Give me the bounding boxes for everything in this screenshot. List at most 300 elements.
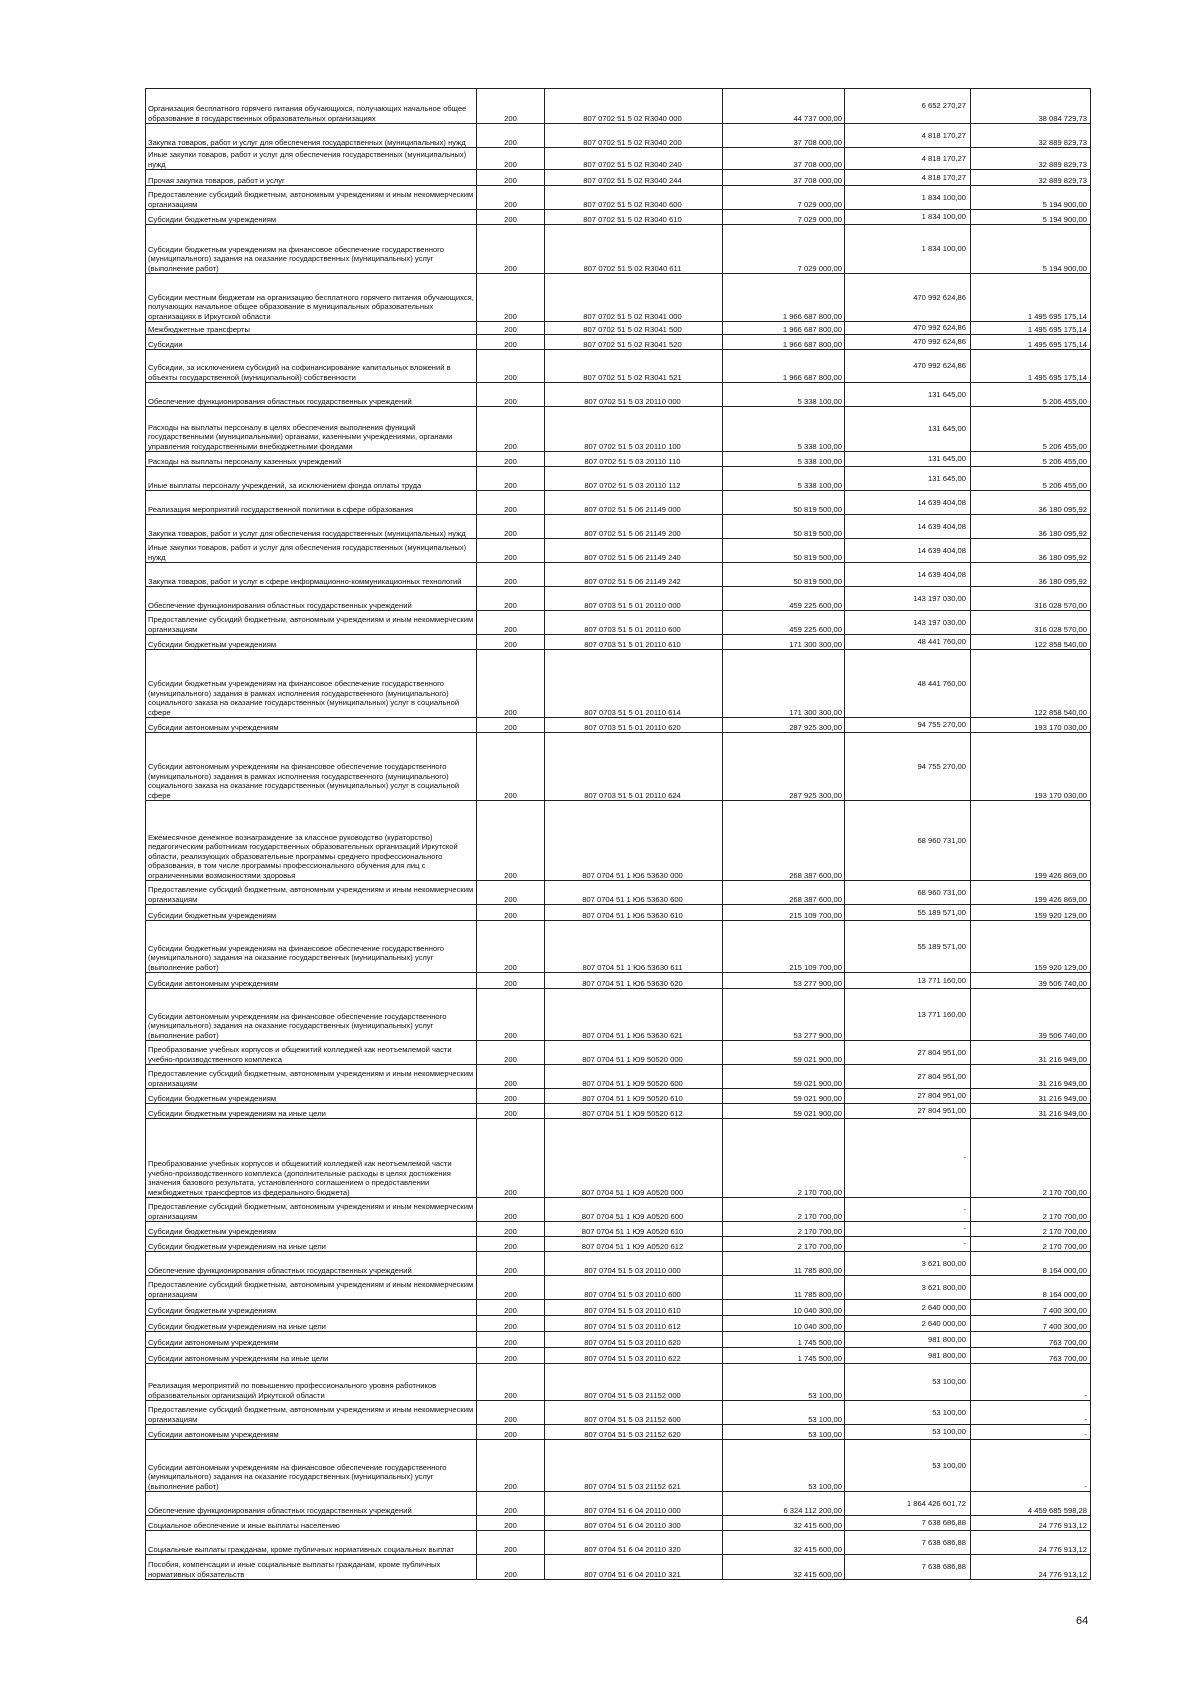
- row-remaining-amount: 159 920 129,00: [971, 921, 1091, 973]
- row-remaining-amount: 5 194 900,00: [971, 186, 1091, 210]
- row-approved-amount: 10 040 300,00: [723, 1300, 845, 1316]
- row-remaining-amount: 38 084 729,73: [971, 89, 1091, 124]
- row-executed-amount: 68 960 731,00: [845, 881, 971, 905]
- row-remaining-amount: 36 180 095,92: [971, 491, 1091, 515]
- row-code: 200: [477, 89, 545, 124]
- row-name: Предоставление субсидий бюджетным, автономным учреждениям и иным некоммерческим организациям: [146, 1276, 477, 1300]
- row-remaining-amount: 8 164 000,00: [971, 1252, 1091, 1276]
- row-approved-amount: 53 100,00: [723, 1401, 845, 1425]
- row-code: 200: [477, 801, 545, 881]
- row-code: 200: [477, 1065, 545, 1089]
- table-row: [146, 383, 1091, 407]
- row-code: 200: [477, 1119, 545, 1198]
- row-approved-amount: 53 100,00: [723, 1440, 845, 1492]
- row-name: Предоставление субсидий бюджетным, автономным учреждениям и иным некоммерческим организациям: [146, 881, 477, 905]
- row-approved-amount: 1 966 687 800,00: [723, 335, 845, 350]
- row-executed-amount: 53 100,00: [845, 1425, 971, 1440]
- row-approved-amount: 171 300 300,00: [723, 650, 845, 718]
- row-executed-amount: 981 800,00: [845, 1348, 971, 1364]
- row-code: 200: [477, 905, 545, 921]
- row-name: Субсидии бюджетным учреждениям на иные цели: [146, 1316, 477, 1332]
- row-name: Субсидии бюджетным учреждениям на финансовое обеспечение государственного (муниципального) задания в рамках исполнения государственного (муниципального) социального заказа на оказание государственных (муниципальных) услуг в социальной сфере: [146, 650, 477, 718]
- row-remaining-amount: 122 858 540,00: [971, 635, 1091, 650]
- row-csr-code: 807 0704 51 1 Ю6 53630 621: [545, 989, 723, 1041]
- row-name: Предоставление субсидий бюджетным, автономным учреждениям и иным некоммерческим организациям: [146, 1065, 477, 1089]
- row-csr-code: 807 0702 51 5 02 R3041 521: [545, 350, 723, 383]
- row-remaining-amount: 2 170 700,00: [971, 1119, 1091, 1198]
- row-csr-code: 807 0704 51 5 03 20110 000: [545, 1252, 723, 1276]
- table-row: [146, 1401, 1091, 1425]
- row-csr-code: 807 0704 51 5 03 20110 600: [545, 1276, 723, 1300]
- row-approved-amount: 59 021 900,00: [723, 1104, 845, 1119]
- row-name: Прочая закупка товаров, работ и услуг: [146, 170, 477, 186]
- row-approved-amount: 10 040 300,00: [723, 1316, 845, 1332]
- row-name: Субсидии автономным учреждениям: [146, 973, 477, 989]
- row-approved-amount: 5 338 100,00: [723, 383, 845, 407]
- row-approved-amount: 5 338 100,00: [723, 407, 845, 452]
- row-remaining-amount: 31 216 949,00: [971, 1089, 1091, 1104]
- row-csr-code: 807 0704 51 1 Ю9 50520 600: [545, 1065, 723, 1089]
- row-code: 200: [477, 1041, 545, 1065]
- row-csr-code: 807 0704 51 1 Ю9 50520 610: [545, 1089, 723, 1104]
- row-remaining-amount: 4 459 685 598,28: [971, 1492, 1091, 1516]
- row-remaining-amount: 2 170 700,00: [971, 1198, 1091, 1222]
- row-code: 200: [477, 1492, 545, 1516]
- row-executed-amount: 143 197 030,00: [845, 587, 971, 611]
- row-code: 200: [477, 350, 545, 383]
- row-csr-code: 807 0704 51 5 03 20110 622: [545, 1348, 723, 1364]
- row-name: Субсидии бюджетным учреждениям: [146, 1222, 477, 1237]
- row-executed-amount: 27 804 951,00: [845, 1041, 971, 1065]
- row-name: Ежемесячное денежное вознаграждение за классное руководство (кураторство) педагогическим работникам государственных образовательных организаций Иркутской области, реализующих образовательные программы среднего профессионального образования, в том числе программы профессионального обучения для лиц с ограниченными возможностями здоровья: [146, 801, 477, 881]
- row-executed-amount: 53 100,00: [845, 1401, 971, 1425]
- row-approved-amount: 53 277 900,00: [723, 973, 845, 989]
- row-csr-code: 807 0703 51 5 01 20110 614: [545, 650, 723, 718]
- row-executed-amount: 55 189 571,00: [845, 905, 971, 921]
- row-csr-code: 807 0704 51 5 03 20110 610: [545, 1300, 723, 1316]
- row-approved-amount: 53 100,00: [723, 1364, 845, 1401]
- row-executed-amount: 68 960 731,00: [845, 801, 971, 881]
- table-row: [146, 587, 1091, 611]
- table-row: [146, 635, 1091, 650]
- row-name: Закупка товаров, работ и услуг в сфере информационно-коммуникационных технологий: [146, 563, 477, 587]
- row-executed-amount: 94 755 270,00: [845, 718, 971, 733]
- table-row: [146, 491, 1091, 515]
- row-executed-amount: 14 639 404,08: [845, 515, 971, 539]
- row-csr-code: 807 0704 51 1 Ю9 А0520 610: [545, 1222, 723, 1237]
- table-row: [146, 1348, 1091, 1364]
- row-name: Субсидии бюджетным учреждениям: [146, 635, 477, 650]
- row-name: Предоставление субсидий бюджетным, автономным учреждениям и иным некоммерческим организациям: [146, 186, 477, 210]
- row-name: Субсидии бюджетным учреждениям: [146, 210, 477, 225]
- row-remaining-amount: 5 194 900,00: [971, 210, 1091, 225]
- row-code: 200: [477, 170, 545, 186]
- row-name: Обеспечение функционирования областных государственных учреждений: [146, 587, 477, 611]
- table-row: [146, 1516, 1091, 1531]
- row-name: Субсидии бюджетным учреждениям на финансовое обеспечение государственного (муниципального) задания на оказание государственных (муниципальных) услуг (выполнение работ): [146, 921, 477, 973]
- row-remaining-amount: 1 495 695 175,14: [971, 350, 1091, 383]
- row-remaining-amount: 1 495 695 175,14: [971, 335, 1091, 350]
- row-executed-amount: 131 645,00: [845, 467, 971, 491]
- budget-execution-table: [145, 88, 1091, 1580]
- row-remaining-amount: 199 426 869,00: [971, 801, 1091, 881]
- row-name: Субсидии бюджетным учреждениям на иные цели: [146, 1237, 477, 1252]
- row-executed-amount: 94 755 270,00: [845, 733, 971, 801]
- row-code: 200: [477, 335, 545, 350]
- table-row: [146, 1089, 1091, 1104]
- row-approved-amount: 11 785 800,00: [723, 1252, 845, 1276]
- row-remaining-amount: 193 170 030,00: [971, 718, 1091, 733]
- row-remaining-amount: 36 180 095,92: [971, 515, 1091, 539]
- row-approved-amount: 5 338 100,00: [723, 452, 845, 467]
- row-approved-amount: 1 966 687 800,00: [723, 274, 845, 322]
- row-csr-code: 807 0704 51 1 Ю6 53630 600: [545, 881, 723, 905]
- row-code: 200: [477, 1531, 545, 1555]
- row-csr-code: 807 0704 51 5 03 21152 620: [545, 1425, 723, 1440]
- row-approved-amount: 50 819 500,00: [723, 563, 845, 587]
- row-executed-amount: 143 197 030,00: [845, 611, 971, 635]
- row-name: Иные закупки товаров, работ и услуг для обеспечения государственных (муниципальных) нужд: [146, 539, 477, 563]
- row-remaining-amount: 763 700,00: [971, 1348, 1091, 1364]
- row-csr-code: 807 0704 51 1 Ю9 50520 612: [545, 1104, 723, 1119]
- row-csr-code: 807 0703 51 5 01 20110 610: [545, 635, 723, 650]
- row-executed-amount: 7 638 686,88: [845, 1516, 971, 1531]
- row-csr-code: 807 0702 51 5 06 21149 000: [545, 491, 723, 515]
- table-row: [146, 718, 1091, 733]
- row-approved-amount: 7 029 000,00: [723, 210, 845, 225]
- table-row: [146, 515, 1091, 539]
- row-code: 200: [477, 515, 545, 539]
- row-executed-amount: 27 804 951,00: [845, 1065, 971, 1089]
- row-code: 200: [477, 733, 545, 801]
- row-executed-amount: 6 652 270,27: [845, 89, 971, 124]
- row-csr-code: 807 0704 51 1 Ю6 53630 620: [545, 973, 723, 989]
- row-remaining-amount: 316 028 570,00: [971, 587, 1091, 611]
- row-executed-amount: 4 818 170,27: [845, 148, 971, 170]
- row-approved-amount: 6 324 112 200,00: [723, 1492, 845, 1516]
- table-row: [146, 322, 1091, 335]
- row-code: 200: [477, 1401, 545, 1425]
- row-name: Закупка товаров, работ и услуг для обеспечения государственных (муниципальных) нужд: [146, 124, 477, 148]
- row-executed-amount: 2 640 000,00: [845, 1316, 971, 1332]
- row-csr-code: 807 0702 51 5 03 20110 110: [545, 452, 723, 467]
- row-remaining-amount: 5 206 455,00: [971, 467, 1091, 491]
- table-row: [146, 1332, 1091, 1348]
- row-name: Межбюджетные трансферты: [146, 322, 477, 335]
- table-row: [146, 1364, 1091, 1401]
- row-approved-amount: 59 021 900,00: [723, 1065, 845, 1089]
- row-executed-amount: 131 645,00: [845, 452, 971, 467]
- row-csr-code: 807 0703 51 5 01 20110 620: [545, 718, 723, 733]
- row-csr-code: 807 0704 51 1 Ю9 А0520 000: [545, 1119, 723, 1198]
- row-name: Реализация мероприятий государственной политики в сфере образования: [146, 491, 477, 515]
- row-approved-amount: 50 819 500,00: [723, 491, 845, 515]
- row-name: Субсидии бюджетным учреждениям на финансовое обеспечение государственного (муниципального) задания на оказание государственных (муниципальных) услуг (выполнение работ): [146, 225, 477, 274]
- row-code: 200: [477, 1348, 545, 1364]
- row-executed-amount: -: [845, 1198, 971, 1222]
- row-code: 200: [477, 635, 545, 650]
- row-approved-amount: 37 708 000,00: [723, 148, 845, 170]
- row-code: 200: [477, 563, 545, 587]
- row-name: Субсидии автономным учреждениям: [146, 1332, 477, 1348]
- table-row: [146, 1198, 1091, 1222]
- table-row: [146, 973, 1091, 989]
- table-row: [146, 650, 1091, 718]
- row-approved-amount: 37 708 000,00: [723, 124, 845, 148]
- row-executed-amount: 14 639 404,08: [845, 491, 971, 515]
- row-remaining-amount: 1 495 695 175,14: [971, 274, 1091, 322]
- row-executed-amount: 1 864 426 601,72: [845, 1492, 971, 1516]
- table-row: [146, 1222, 1091, 1237]
- row-approved-amount: 1 966 687 800,00: [723, 350, 845, 383]
- row-code: 200: [477, 1198, 545, 1222]
- row-csr-code: 807 0702 51 5 02 R3041 500: [545, 322, 723, 335]
- row-csr-code: 807 0702 51 5 02 R3040 244: [545, 170, 723, 186]
- row-csr-code: 807 0704 51 6 04 20110 321: [545, 1555, 723, 1580]
- row-name: Социальные выплаты гражданам, кроме публичных нормативных социальных выплат: [146, 1531, 477, 1555]
- table-row: [146, 1440, 1091, 1492]
- row-executed-amount: 470 992 624,86: [845, 322, 971, 335]
- row-approved-amount: 215 109 700,00: [723, 921, 845, 973]
- row-remaining-amount: 7 400 300,00: [971, 1316, 1091, 1332]
- row-code: 200: [477, 407, 545, 452]
- row-csr-code: 807 0702 51 5 02 R3040 200: [545, 124, 723, 148]
- row-remaining-amount: 24 776 913,12: [971, 1531, 1091, 1555]
- row-csr-code: 807 0704 51 1 Ю9 А0520 600: [545, 1198, 723, 1222]
- row-executed-amount: 1 834 100,00: [845, 225, 971, 274]
- row-code: 200: [477, 210, 545, 225]
- table-row: [146, 1555, 1091, 1580]
- row-csr-code: 807 0702 51 5 03 20110 112: [545, 467, 723, 491]
- table-row: [146, 452, 1091, 467]
- row-approved-amount: 53 100,00: [723, 1425, 845, 1440]
- row-remaining-amount: 31 216 949,00: [971, 1104, 1091, 1119]
- table-row: [146, 274, 1091, 322]
- table-row: [146, 921, 1091, 973]
- row-name: Преобразование учебных корпусов и общежитий колледжей как неотъемлемой части учебно-производственного комплекса: [146, 1041, 477, 1065]
- table-row: [146, 148, 1091, 170]
- row-code: 200: [477, 383, 545, 407]
- row-approved-amount: 268 387 600,00: [723, 801, 845, 881]
- row-approved-amount: 459 225 600,00: [723, 587, 845, 611]
- row-approved-amount: 59 021 900,00: [723, 1041, 845, 1065]
- row-code: 200: [477, 1555, 545, 1580]
- row-remaining-amount: 5 206 455,00: [971, 407, 1091, 452]
- table-row: [146, 1531, 1091, 1555]
- row-remaining-amount: 24 776 913,12: [971, 1516, 1091, 1531]
- row-code: 200: [477, 650, 545, 718]
- page-number: 64: [1076, 1615, 1089, 1627]
- row-approved-amount: 11 785 800,00: [723, 1276, 845, 1300]
- table-row: [146, 467, 1091, 491]
- table-row: [146, 1119, 1091, 1198]
- row-code: 200: [477, 921, 545, 973]
- row-name: Обеспечение функционирования областных государственных учреждений: [146, 1492, 477, 1516]
- row-approved-amount: 50 819 500,00: [723, 539, 845, 563]
- row-csr-code: 807 0702 51 5 02 R3041 520: [545, 335, 723, 350]
- row-name: Иные выплаты персоналу учреждений, за исключением фонда оплаты труда: [146, 467, 477, 491]
- table-row: [146, 881, 1091, 905]
- row-name: Субсидии бюджетным учреждениям: [146, 905, 477, 921]
- row-remaining-amount: 5 194 900,00: [971, 225, 1091, 274]
- row-executed-amount: -: [845, 1222, 971, 1237]
- row-name: Субсидии местным бюджетам на организацию бесплатного горячего питания обучающихся, получающих начальное общее образование в муниципальных образовательных организациях в Иркутской области: [146, 274, 477, 322]
- row-executed-amount: 470 992 624,86: [845, 350, 971, 383]
- row-approved-amount: 7 029 000,00: [723, 225, 845, 274]
- table-row: [146, 350, 1091, 383]
- row-approved-amount: 53 277 900,00: [723, 989, 845, 1041]
- row-executed-amount: 4 818 170,27: [845, 124, 971, 148]
- row-name: Субсидии автономным учреждениям на иные цели: [146, 1348, 477, 1364]
- row-csr-code: 807 0702 51 5 06 21149 242: [545, 563, 723, 587]
- row-remaining-amount: 5 206 455,00: [971, 383, 1091, 407]
- table-row: [146, 210, 1091, 225]
- report-table-container: [145, 88, 1090, 1580]
- row-remaining-amount: 8 164 000,00: [971, 1276, 1091, 1300]
- table-row: [146, 1252, 1091, 1276]
- row-code: 200: [477, 1440, 545, 1492]
- row-remaining-amount: 1 495 695 175,14: [971, 322, 1091, 335]
- row-remaining-amount: 31 216 949,00: [971, 1065, 1091, 1089]
- row-code: 200: [477, 186, 545, 210]
- row-executed-amount: 14 639 404,08: [845, 539, 971, 563]
- table-row: [146, 89, 1091, 124]
- row-executed-amount: 1 834 100,00: [845, 210, 971, 225]
- row-name: Субсидии автономным учреждениям на финансовое обеспечение государственного (муниципального) задания на оказание государственных (муниципальных) услуг (выполнение работ): [146, 989, 477, 1041]
- row-remaining-amount: 159 920 129,00: [971, 905, 1091, 921]
- row-executed-amount: 2 640 000,00: [845, 1300, 971, 1316]
- row-approved-amount: 59 021 900,00: [723, 1089, 845, 1104]
- row-approved-amount: 5 338 100,00: [723, 467, 845, 491]
- row-remaining-amount: 7 400 300,00: [971, 1300, 1091, 1316]
- row-code: 200: [477, 491, 545, 515]
- row-code: 200: [477, 718, 545, 733]
- table-row: [146, 1276, 1091, 1300]
- row-code: 200: [477, 611, 545, 635]
- table-row: [146, 124, 1091, 148]
- row-csr-code: 807 0703 51 5 01 20110 600: [545, 611, 723, 635]
- row-executed-amount: 7 638 686,88: [845, 1531, 971, 1555]
- row-name: Иные закупки товаров, работ и услуг для обеспечения государственных (муниципальных) нужд: [146, 148, 477, 170]
- row-remaining-amount: 24 776 913,12: [971, 1555, 1091, 1580]
- row-executed-amount: 53 100,00: [845, 1364, 971, 1401]
- row-csr-code: 807 0704 51 5 03 21152 000: [545, 1364, 723, 1401]
- row-remaining-amount: -: [971, 1440, 1091, 1492]
- table-row: [146, 335, 1091, 350]
- table-row: [146, 1316, 1091, 1332]
- row-name: Преобразование учебных корпусов и общежитий колледжей как неотъемлемой части учебно-производственного комплекса (дополнительные расходы в целях достижения значения базового результата, установленного соглашением о предоставлении межбюджетных трансфертов из федерального бюджета): [146, 1119, 477, 1198]
- row-code: 200: [477, 1276, 545, 1300]
- row-executed-amount: 55 189 571,00: [845, 921, 971, 973]
- row-code: 200: [477, 1237, 545, 1252]
- row-code: 200: [477, 973, 545, 989]
- row-name: Пособия, компенсации и иные социальные выплаты гражданам, кроме публичных нормативных обязательств: [146, 1555, 477, 1580]
- row-approved-amount: 7 029 000,00: [723, 186, 845, 210]
- row-name: Субсидии автономным учреждениям: [146, 718, 477, 733]
- row-csr-code: 807 0704 51 6 04 20110 300: [545, 1516, 723, 1531]
- table-row: [146, 801, 1091, 881]
- row-csr-code: 807 0704 51 5 03 20110 612: [545, 1316, 723, 1332]
- row-csr-code: 807 0702 51 5 03 20110 100: [545, 407, 723, 452]
- row-name: Субсидии автономным учреждениям: [146, 1425, 477, 1440]
- row-name: Субсидии бюджетным учреждениям на иные цели: [146, 1104, 477, 1119]
- row-approved-amount: 268 387 600,00: [723, 881, 845, 905]
- row-name: Субсидии бюджетным учреждениям: [146, 1089, 477, 1104]
- row-remaining-amount: -: [971, 1425, 1091, 1440]
- table-row: [146, 1237, 1091, 1252]
- row-csr-code: 807 0704 51 6 04 20110 000: [545, 1492, 723, 1516]
- row-name: Субсидии автономным учреждениям на финансовое обеспечение государственного (муниципального) задания в рамках исполнения государственного (муниципального) социального заказа на оказание государственных (муниципальных) услуг в социальной сфере: [146, 733, 477, 801]
- row-csr-code: 807 0702 51 5 02 R3040 611: [545, 225, 723, 274]
- row-code: 200: [477, 1516, 545, 1531]
- row-executed-amount: 53 100,00: [845, 1440, 971, 1492]
- row-executed-amount: 14 639 404,08: [845, 563, 971, 587]
- row-name: Предоставление субсидий бюджетным, автономным учреждениям и иным некоммерческим организациям: [146, 611, 477, 635]
- row-executed-amount: 13 771 160,00: [845, 989, 971, 1041]
- row-name: Субсидии: [146, 335, 477, 350]
- row-approved-amount: 215 109 700,00: [723, 905, 845, 921]
- row-csr-code: 807 0704 51 6 04 20110 320: [545, 1531, 723, 1555]
- row-name: Субсидии автономным учреждениям на финансовое обеспечение государственного (муниципального) задания на оказание государственных (муниципальных) услуг (выполнение работ): [146, 1440, 477, 1492]
- table-row: [146, 1041, 1091, 1065]
- row-approved-amount: 32 415 600,00: [723, 1555, 845, 1580]
- row-name: Расходы на выплаты персоналу в целях обеспечения выполнения функций государственными (муниципальными) органами, казенными учреждениями, органами управления государственными внебюджетными фондами: [146, 407, 477, 452]
- row-remaining-amount: 199 426 869,00: [971, 881, 1091, 905]
- row-csr-code: 807 0704 51 5 03 20110 620: [545, 1332, 723, 1348]
- row-code: 200: [477, 1252, 545, 1276]
- row-remaining-amount: -: [971, 1401, 1091, 1425]
- row-code: 200: [477, 881, 545, 905]
- row-approved-amount: 171 300 300,00: [723, 635, 845, 650]
- row-executed-amount: -: [845, 1237, 971, 1252]
- row-executed-amount: 3 621 800,00: [845, 1252, 971, 1276]
- row-remaining-amount: 36 180 095,92: [971, 539, 1091, 563]
- table-body: [146, 89, 1091, 1580]
- row-remaining-amount: 2 170 700,00: [971, 1222, 1091, 1237]
- row-remaining-amount: 39 506 740,00: [971, 989, 1091, 1041]
- row-approved-amount: 2 170 700,00: [723, 1119, 845, 1198]
- row-code: 200: [477, 989, 545, 1041]
- row-remaining-amount: 316 028 570,00: [971, 611, 1091, 635]
- row-executed-amount: 4 818 170,27: [845, 170, 971, 186]
- row-remaining-amount: 763 700,00: [971, 1332, 1091, 1348]
- row-remaining-amount: 32 889 829,73: [971, 148, 1091, 170]
- row-approved-amount: 1 745 500,00: [723, 1348, 845, 1364]
- table-row: [146, 225, 1091, 274]
- row-code: 200: [477, 452, 545, 467]
- row-csr-code: 807 0702 51 5 03 20110 000: [545, 383, 723, 407]
- row-name: Обеспечение функционирования областных государственных учреждений: [146, 383, 477, 407]
- row-approved-amount: 37 708 000,00: [723, 170, 845, 186]
- row-executed-amount: -: [845, 1119, 971, 1198]
- row-code: 200: [477, 1425, 545, 1440]
- table-row: [146, 186, 1091, 210]
- row-csr-code: 807 0703 51 5 01 20110 624: [545, 733, 723, 801]
- row-executed-amount: 48 441 760,00: [845, 650, 971, 718]
- row-approved-amount: 2 170 700,00: [723, 1222, 845, 1237]
- row-csr-code: 807 0702 51 5 06 21149 200: [545, 515, 723, 539]
- row-approved-amount: 1 966 687 800,00: [723, 322, 845, 335]
- table-row: [146, 407, 1091, 452]
- row-approved-amount: 32 415 600,00: [723, 1531, 845, 1555]
- table-row: [146, 539, 1091, 563]
- row-executed-amount: 1 834 100,00: [845, 186, 971, 210]
- row-executed-amount: 27 804 951,00: [845, 1089, 971, 1104]
- row-executed-amount: 3 621 800,00: [845, 1276, 971, 1300]
- row-remaining-amount: 32 889 829,73: [971, 124, 1091, 148]
- row-executed-amount: 48 441 760,00: [845, 635, 971, 650]
- row-remaining-amount: 36 180 095,92: [971, 563, 1091, 587]
